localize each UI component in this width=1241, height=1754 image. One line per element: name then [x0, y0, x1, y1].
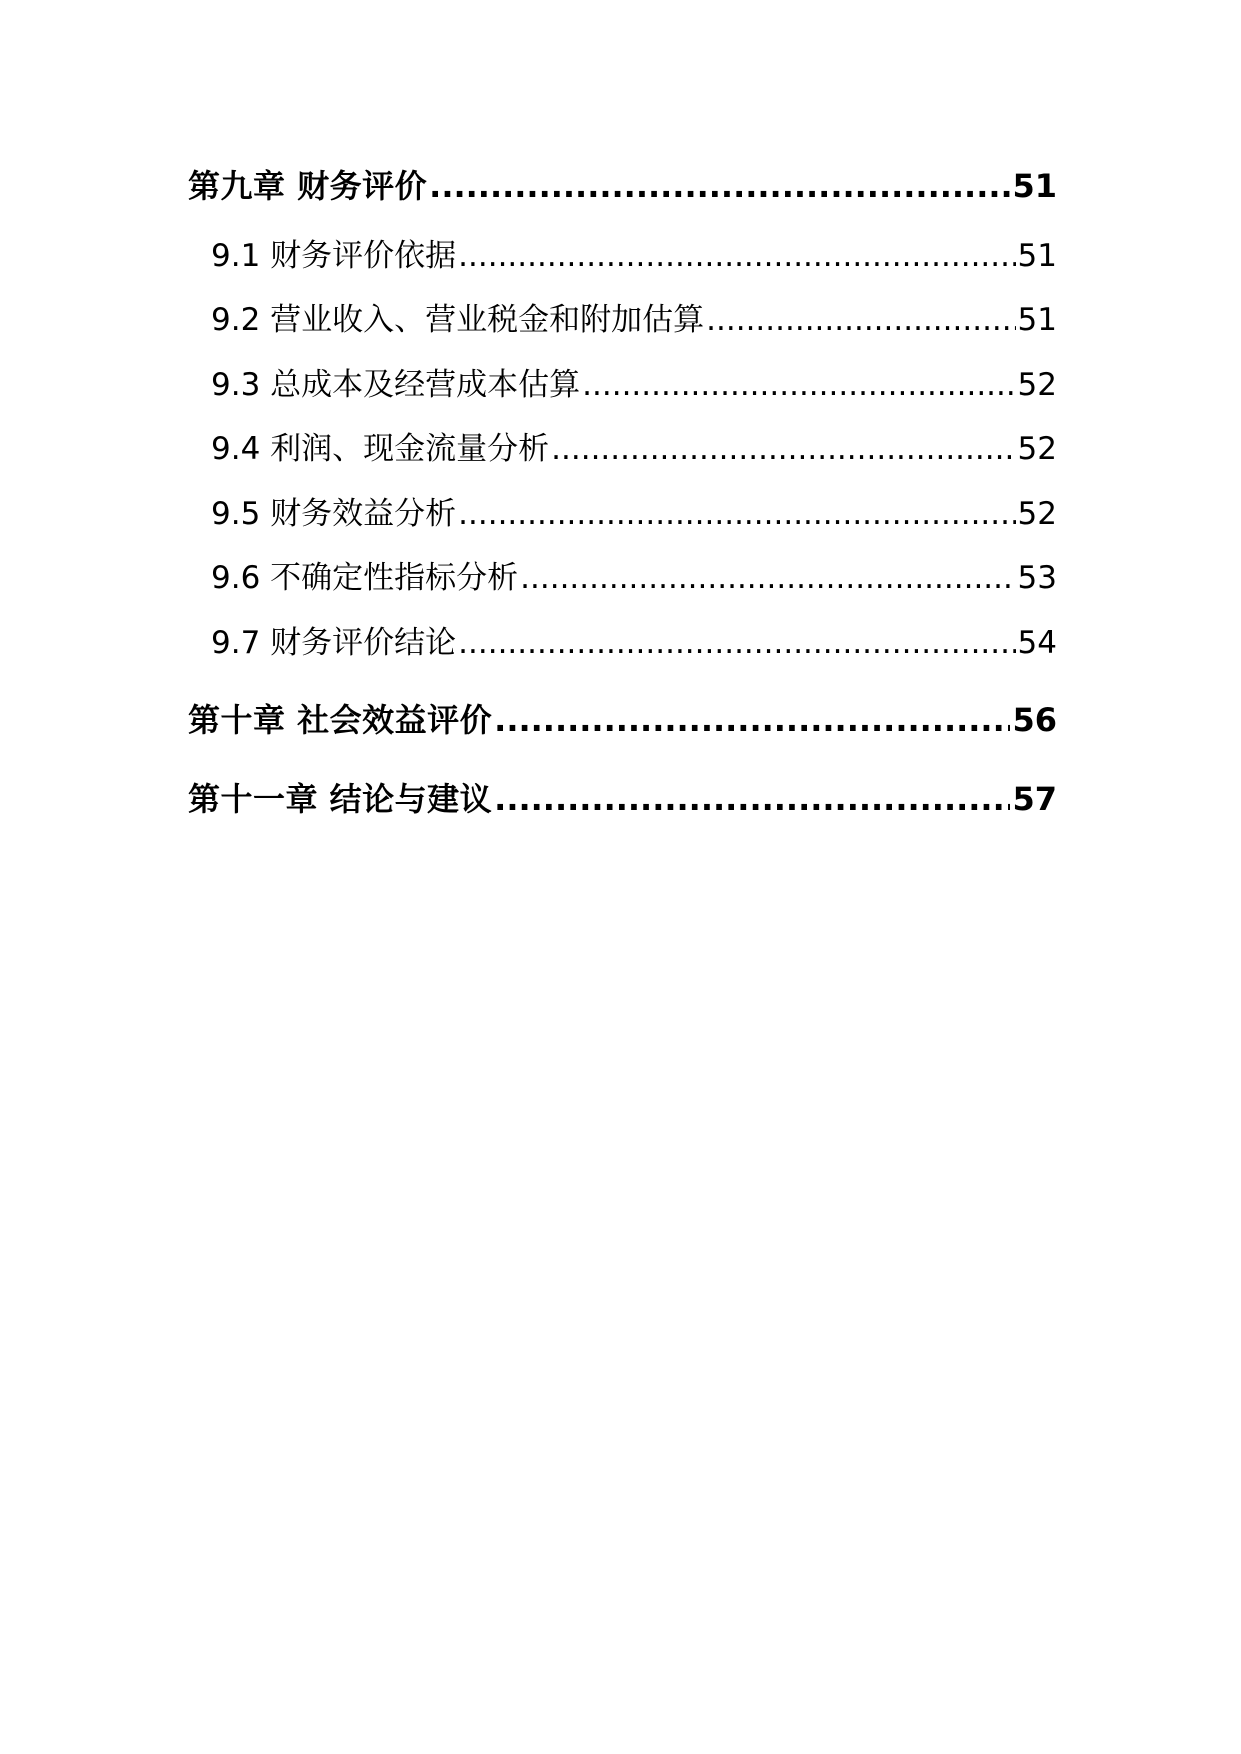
toc-entry-title: 9.2 营业收入、营业税金和附加估算 — [211, 302, 705, 338]
toc-page-number: 52 — [1017, 431, 1057, 467]
dot-leader — [458, 235, 1015, 277]
dot-leader — [458, 622, 1015, 664]
toc-page-number: 52 — [1017, 496, 1057, 532]
toc-entry-title: 第十章 社会效益评价 — [188, 701, 493, 739]
dot-leader — [458, 493, 1015, 535]
toc-section-9-4[interactable] — [211, 428, 1057, 470]
dot-leader — [582, 364, 1015, 406]
toc-section-9-5[interactable] — [211, 493, 1057, 535]
toc-entry-title: 9.5 财务效益分析 — [211, 496, 457, 532]
toc-page-number: 54 — [1017, 625, 1057, 661]
toc-page-number: 57 — [1012, 780, 1057, 818]
toc-entry-title: 9.4 利润、现金流量分析 — [211, 431, 550, 467]
dot-leader — [494, 777, 1010, 821]
toc-page-number: 51 — [1017, 302, 1057, 338]
toc-chapter-11[interactable] — [188, 777, 1057, 821]
dot-leader — [520, 557, 1015, 599]
toc-section-9-2[interactable] — [211, 299, 1057, 341]
toc-page-number: 51 — [1012, 167, 1057, 205]
toc-entry-title: 9.6 不确定性指标分析 — [211, 560, 519, 596]
toc-section-9-6[interactable] — [211, 557, 1057, 599]
toc-section-9-7[interactable] — [211, 622, 1057, 664]
toc-page-number: 52 — [1017, 367, 1057, 403]
dot-leader — [706, 299, 1015, 341]
toc-chapter-9[interactable] — [188, 164, 1057, 208]
toc-page-number: 53 — [1017, 560, 1057, 596]
dot-leader — [494, 698, 1010, 742]
dot-leader — [429, 164, 1010, 208]
toc-section-9-1[interactable] — [211, 235, 1057, 277]
toc-entry-title: 第十一章 结论与建议 — [188, 780, 493, 818]
toc-section-9-3[interactable] — [211, 364, 1057, 406]
toc-page-number: 51 — [1017, 238, 1057, 274]
toc-entry-title: 9.3 总成本及经营成本估算 — [211, 367, 581, 403]
toc-entry-title: 9.7 财务评价结论 — [211, 625, 457, 661]
toc-chapter-10[interactable] — [188, 698, 1057, 742]
toc-entry-title: 第九章 财务评价 — [188, 167, 428, 205]
dot-leader — [551, 428, 1015, 470]
toc-page-number: 56 — [1012, 701, 1057, 739]
toc-entry-title: 9.1 财务评价依据 — [211, 238, 457, 274]
